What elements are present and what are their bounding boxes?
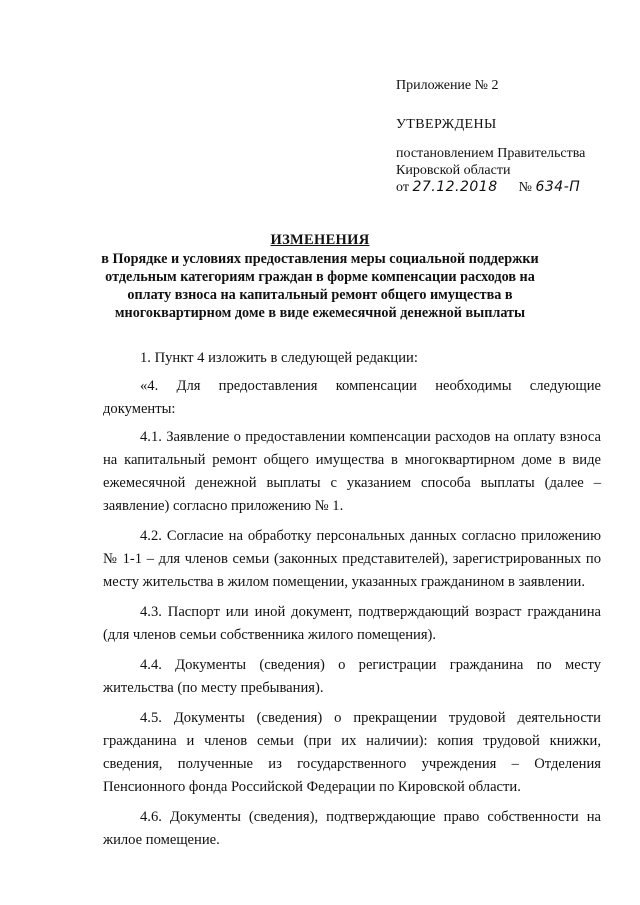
paragraph-4-5: 4.5. Документы (сведения) о прекращении трудовой деятельности гражданина и членов семьи (при их наличии): копия трудовой книжки, сведения, полученные из государственного учреждения – Отделения Пенсионного фонда Российской Федерации по Кировской области. <box>103 710 601 795</box>
paragraph-4-6: 4.6. Документы (сведения), подтверждающие право собственности на жилое помещение. <box>103 809 601 848</box>
approved-by-line-1: постановлением Правительства <box>396 146 586 161</box>
approved-label: УТВЕРЖДЕНЫ <box>396 117 497 132</box>
appendix-label: Приложение № 2 <box>396 78 499 93</box>
number-prefix: № <box>518 180 532 195</box>
paragraph-4-3: 4.3. Паспорт или иной документ, подтверждающий возраст гражданина (для членов семьи собственника жилого помещения). <box>103 604 601 643</box>
paragraph-4-1: 4.1. Заявление о предоставлении компенсации расходов на оплату взноса на капитальный ремонт общего имущества в многоквартирном доме в виде ежемесячной денежной выплаты с указанием способа выплаты (далее – заявление) согласно приложению № 1. <box>103 429 601 514</box>
handwritten-number: 634-П <box>535 179 581 195</box>
date-prefix: от <box>396 180 409 195</box>
document-subtitle: в Порядке и условиях предоставления меры социальной поддержки отдельным категориям граждан в форме компенсации расходов на оплату взноса на капитальный ремонт общего имущества в многоквартирном доме в виде ежемесячной денежной выплаты <box>101 251 539 321</box>
approved-by-line-2: Кировской области <box>396 163 511 178</box>
paragraph-1: 1. Пункт 4 изложить в следующей редакции: <box>140 350 418 366</box>
document-title: ИЗМЕНЕНИЯ <box>270 232 370 248</box>
approval-date-number-line <box>396 179 580 196</box>
document-body <box>103 347 601 859</box>
paragraph-4-2: 4.2. Согласие на обработку персональных данных согласно приложению № 1-1 – для членов семьи (законных представителей), зарегистрированных по месту жительства в жилом помещении, указанных гражданином в заявлении. <box>103 528 601 590</box>
paragraph-4-4: 4.4. Документы (сведения) о регистрации гражданина по месту жительства (по месту пребывания). <box>103 657 601 696</box>
handwritten-date: 27.12.2018 <box>412 179 498 195</box>
paragraph-2: «4. Для предоставления компенсации необходимы следующие документы: <box>103 378 601 417</box>
